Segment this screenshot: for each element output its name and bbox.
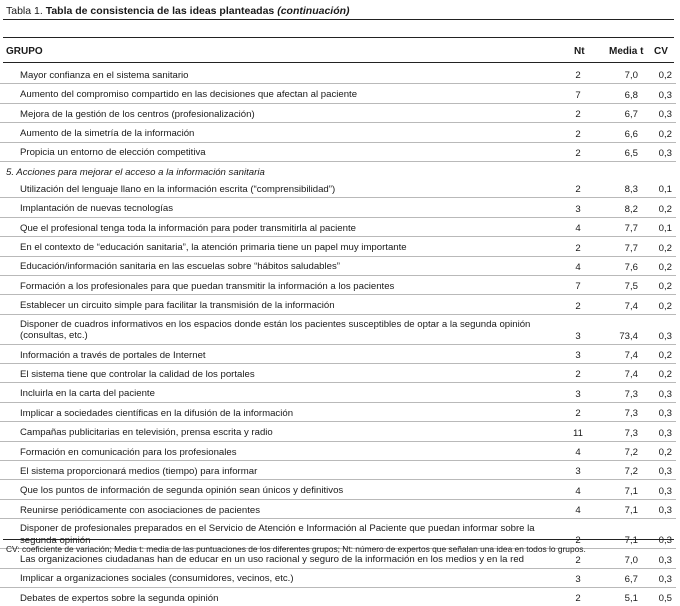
row-nt: 2: [558, 142, 598, 161]
caption-label: Tabla 1.: [6, 5, 43, 17]
row-media: 7,7: [598, 237, 640, 256]
table-row: [0, 275, 676, 294]
consistency-table: [0, 65, 676, 606]
row-nt: 2: [558, 295, 598, 314]
row-nt: 2: [558, 237, 598, 256]
row-text: El sistema tiene que controlar la calidad de los portales: [0, 364, 558, 383]
row-cv: 0,2: [640, 364, 676, 383]
row-media: 7,4: [598, 295, 640, 314]
row-text: Debates de expertos sobre la segunda opinión: [20, 592, 219, 604]
row-nt: 2: [558, 103, 598, 122]
row-nt: 3: [558, 344, 598, 363]
row-nt: 4: [558, 499, 598, 518]
table-row: [0, 441, 676, 460]
row-cv: 0,2: [640, 344, 676, 363]
table-row: [0, 256, 676, 275]
row-text: En el contexto de “educación sanitaria”, la atención primaria tiene un papel muy importante: [0, 237, 558, 256]
row-nt: 2: [558, 549, 598, 568]
row-cv: 0,3: [640, 84, 676, 103]
table-row: [0, 568, 676, 587]
row-nt: 4: [558, 441, 598, 460]
row-media: 7,7: [598, 217, 640, 236]
table-row: [0, 344, 676, 363]
row-nt: 2: [558, 179, 598, 198]
row-cv: 0,2: [640, 441, 676, 460]
row-nt: 2: [558, 65, 598, 84]
header-grupo: GRUPO: [6, 46, 43, 57]
row-media: 7,1: [598, 519, 640, 549]
table-row: [0, 217, 676, 236]
row-cv: 0,2: [640, 123, 676, 142]
row-text: Disponer de profesionales preparados en el Servicio de Atención e Información al Paciente que puedan informar sobre la segunda opinión: [0, 519, 558, 549]
row-media: 6,8: [598, 84, 640, 103]
row-nt: 2: [575, 593, 581, 605]
row-text: Propicia un entorno de elección competitiva: [0, 142, 558, 161]
table-row: [0, 364, 676, 383]
row-text: Disponer de cuadros informativos en los espacios donde están los pacientes susceptibles de optar a la segunda opinión (consultas, etc.): [0, 314, 558, 344]
row-text: Que los puntos de información de segunda opinión sean únicos y definitivos: [0, 480, 558, 499]
table-row: [0, 123, 676, 142]
header-cv: CV: [654, 46, 668, 57]
row-cv: 0,1: [640, 179, 676, 198]
row-cv: 0,3: [640, 549, 676, 568]
row-text: Formación a los profesionales para que puedan transmitir la información a los pacientes: [0, 275, 558, 294]
section-heading-row: [0, 161, 676, 179]
header-bottom-rule: [3, 62, 674, 63]
table-row: [0, 314, 676, 344]
row-media: 7,3: [598, 383, 640, 402]
row-cv: 0,2: [640, 295, 676, 314]
row-cv: 0,3: [640, 383, 676, 402]
row-cv: 0,3: [640, 499, 676, 518]
row-cv: 0,3: [640, 461, 676, 480]
row-nt: 2: [558, 123, 598, 142]
row-media: 5,1: [624, 593, 638, 605]
row-media: 7,2: [598, 441, 640, 460]
table-body: [0, 65, 676, 606]
row-media: 8,3: [598, 179, 640, 198]
caption-continuation: (continuación): [277, 5, 350, 17]
row-text: Implicar a sociedades científicas en la difusión de la información: [0, 402, 558, 421]
row-text: Aumento del compromiso compartido en las decisiones que afectan al paciente: [0, 84, 558, 103]
row-text: Las organizaciones ciudadanas han de educar en un uso racional y seguro de la información en los medios y en la red: [0, 549, 558, 568]
row-media: 7,2: [598, 461, 640, 480]
row-media: 7,0: [598, 65, 640, 84]
top-rule: [3, 19, 674, 20]
row-media: 7,3: [598, 422, 640, 441]
table-caption: [6, 4, 350, 18]
caption-title: Tabla de consistencia de las ideas planteadas: [45, 5, 275, 17]
row-nt: 3: [558, 198, 598, 217]
row-cv: 0,3: [640, 314, 676, 344]
table-row: [0, 142, 676, 161]
row-text: Reunirse periódicamente con asociaciones de pacientes: [0, 499, 558, 518]
row-media: 7,6: [598, 256, 640, 275]
row-cv: 0,3: [640, 103, 676, 122]
table-row: [0, 179, 676, 198]
row-cv: 0,3: [640, 519, 676, 549]
table-row: [0, 198, 676, 217]
row-cv: 0,3: [640, 402, 676, 421]
row-cv: 0,5: [658, 593, 672, 605]
row-media: 7,5: [598, 275, 640, 294]
row-nt: 4: [558, 217, 598, 236]
row-text: El sistema proporcionará medios (tiempo) para informar: [0, 461, 558, 480]
table-row: [0, 295, 676, 314]
row-text: Implicar a organizaciones sociales (consumidores, vecinos, etc.): [0, 568, 558, 587]
row-media: 6,7: [598, 103, 640, 122]
row-text: Utilización del lenguaje llano en la información escrita (“comprensibilidad”): [0, 179, 558, 198]
row-text: Educación/información sanitaria en las escuelas sobre “hábitos saludables”: [0, 256, 558, 275]
row-cv: 0,2: [640, 275, 676, 294]
row-text: Formación en comunicación para los profesionales: [0, 441, 558, 460]
table-row: [0, 461, 676, 480]
table-row: [0, 103, 676, 122]
row-cv: 0,2: [640, 256, 676, 275]
row-media: 7,1: [598, 499, 640, 518]
row-cv: 0,3: [640, 422, 676, 441]
row-media: 7,3: [598, 402, 640, 421]
table-row: [0, 402, 676, 421]
table-row: [0, 422, 676, 441]
row-text: Implantación de nuevas tecnologías: [0, 198, 558, 217]
row-media: 6,6: [598, 123, 640, 142]
table-row: [0, 383, 676, 402]
row-nt: 2: [558, 519, 598, 549]
row-text: Mayor confianza en el sistema sanitario: [0, 65, 558, 84]
row-cv: 0,3: [640, 568, 676, 587]
row-cv: 0,1: [640, 217, 676, 236]
row-cv: 0,2: [640, 65, 676, 84]
row-media: 6,5: [598, 142, 640, 161]
row-nt: 3: [558, 314, 598, 344]
row-cv: 0,2: [640, 198, 676, 217]
row-media: 7,4: [598, 344, 640, 363]
row-media: 8,2: [598, 198, 640, 217]
row-text: Información a través de portales de Internet: [0, 344, 558, 363]
row-nt: 7: [558, 275, 598, 294]
section-heading: 5. Acciones para mejorar el acceso a la información sanitaria: [6, 166, 265, 178]
row-nt: 4: [558, 256, 598, 275]
footnote: CV: coeficiente de variación; Media t: media de las puntuaciones de los diferentes grupos; Nt: número de expertos que señalan una idea en todos lo grupos.: [6, 544, 586, 554]
row-nt: 2: [558, 402, 598, 421]
bottom-rule: [3, 539, 674, 540]
row-media: 6,7: [598, 568, 640, 587]
row-media: 7,1: [598, 480, 640, 499]
table-row: [0, 84, 676, 103]
table-row: [0, 499, 676, 518]
row-nt: 11: [558, 422, 598, 441]
row-text: Incluirla en la carta del paciente: [0, 383, 558, 402]
row-nt: 7: [558, 84, 598, 103]
row-cv: 0,3: [640, 480, 676, 499]
row-text: Que el profesional tenga toda la información para poder transmitirla al paciente: [0, 217, 558, 236]
row-media: 7,0: [598, 549, 640, 568]
row-nt: 3: [558, 383, 598, 402]
table-row: [0, 587, 676, 606]
row-nt: 4: [558, 480, 598, 499]
header-nt: Nt: [574, 46, 585, 57]
row-nt: 2: [558, 364, 598, 383]
table-row: [0, 237, 676, 256]
table-header: [0, 46, 680, 60]
row-media: 73,4: [598, 314, 640, 344]
header-media: Media t: [609, 46, 644, 57]
row-text: Mejora de la gestión de los centros (profesionalización): [0, 103, 558, 122]
row-text: Campañas publicitarias en televisión, prensa escrita y radio: [0, 422, 558, 441]
row-nt: 3: [558, 461, 598, 480]
row-cv: 0,2: [640, 237, 676, 256]
row-media: 7,4: [598, 364, 640, 383]
row-cv: 0,3: [640, 142, 676, 161]
table-row: [0, 480, 676, 499]
row-text: Aumento de la simetría de la información: [0, 123, 558, 142]
header-top-rule: [3, 37, 674, 38]
row-text: Establecer un circuito simple para facilitar la transmisión de la información: [0, 295, 558, 314]
table-row: [0, 65, 676, 84]
row-nt: 3: [558, 568, 598, 587]
